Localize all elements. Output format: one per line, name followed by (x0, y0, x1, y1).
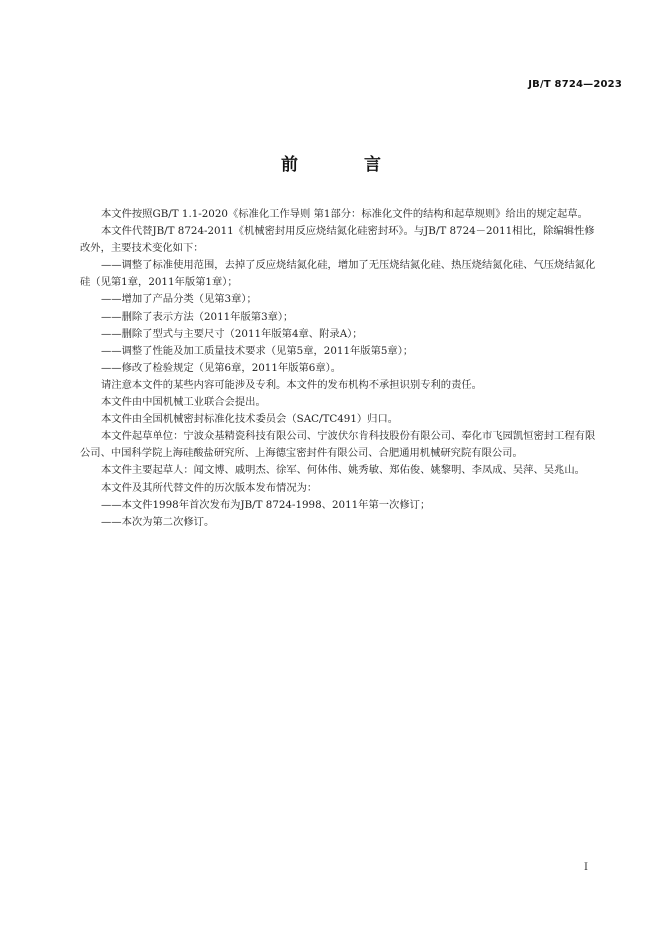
paragraph: 本文件由中国机械工业联合会提出。 (101, 396, 266, 409)
paragraph: 本文件主要起草人：闻文博、戚明杰、徐军、何体伟、姚秀敏、郑佑俊、姚黎明、李凤成、吴萍、吴兆山。 (101, 464, 585, 477)
standard-code: JB/T 8724—2023 (528, 79, 622, 90)
list-item: ——删除了型式与主要尺寸（2011年版第4章、附录A）； (101, 327, 363, 340)
paragraph: 本文件代替JB/T 8724-2011《机械密封用反应烧结氮化硅密封环》。与JB/T 8724－2011相比，除编辑性修改外，主要技术变化如下： (80, 225, 595, 255)
list-item: ——本文件1998年首次发布为JB/T 8724-1998、2011年第一次修订； (101, 498, 431, 511)
list-item: ——调整了性能及加工质量技术要求（见第5章，2011年版第5章）； (101, 344, 414, 357)
list-item: ——本次为第二次修订。 (101, 515, 215, 528)
paragraph: 请注意本文件的某些内容可能涉及专利。本文件的发布机构不承担识别专利的责任。 (101, 378, 482, 391)
foreword-body (80, 206, 600, 531)
list-item: ——删除了表示方法（2011年版第3章）； (101, 310, 294, 323)
page-title: 前 言 (281, 155, 411, 175)
paragraph: 本文件起草单位：宁波众基精瓷科技有限公司、宁波伏尔肯科技股份有限公司、奉化市飞园凯恒密封工程有限公司、中国科学院上海硅酸盐研究所、上海德宝密封件有限公司、合肥通用机械研究院有限公司。 (80, 430, 596, 460)
list-item: ——增加了产品分类（见第3章）； (101, 293, 257, 306)
list-item: ——修改了检验规定（见第6章，2011年版第6章）。 (101, 361, 342, 374)
list-item: ——调整了标准使用范围，去掉了反应烧结氮化硅，增加了无压烧结氮化硅、热压烧结氮化硅、气压烧结氮化硅（见第1章，2011年版第1章）； (80, 259, 596, 289)
paragraph: 本文件由全国机械密封标准化技术委员会（SAC/TC491）归口。 (101, 413, 399, 426)
paragraph: 本文件及其所代替文件的历次版本发布情况为： (101, 481, 318, 494)
paragraph: 本文件按照GB/T 1.1-2020《标准化工作导则 第1部分：标准化文件的结构和起草规则》给出的规定起草。 (101, 208, 588, 220)
page-number: I (584, 862, 588, 873)
